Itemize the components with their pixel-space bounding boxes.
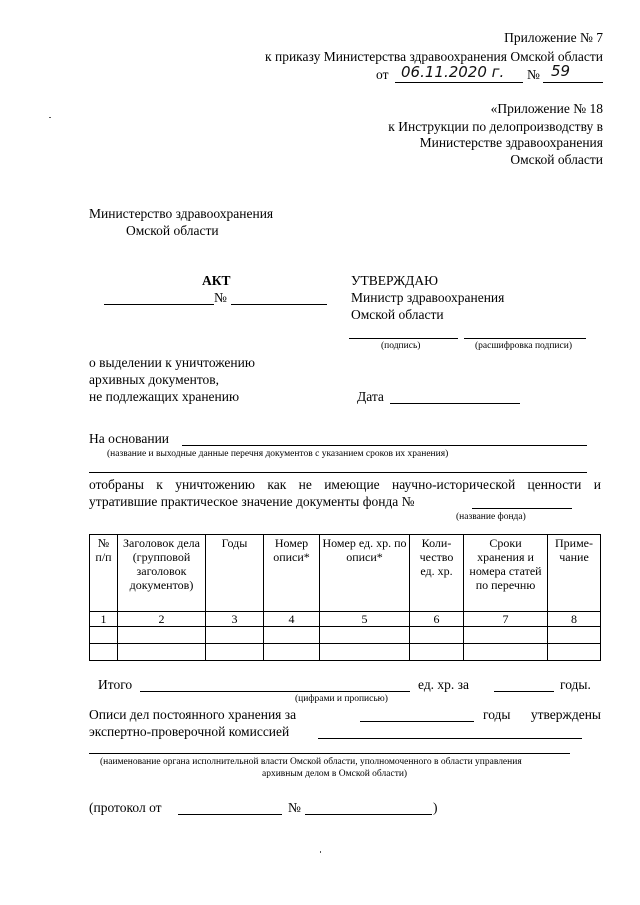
act-subject-line3: не подлежащих хранению [89,389,240,404]
inventory-line1-start: Описи дел постоянного хранения за [89,707,297,722]
table-cell [206,627,264,644]
table-cell [206,644,264,661]
total-caption: (цифрами и прописью) [295,694,388,704]
inventory-years-line [360,721,474,722]
total-years-label: годы. [560,677,591,692]
table-row [90,627,601,644]
act-date-line [104,304,214,305]
approve-region: Омской области [351,307,444,322]
column-number-cell: 3 [206,612,264,627]
column-number-cell: 4 [264,612,320,627]
table-cell [118,644,206,661]
total-line [140,691,410,692]
header-cell: Заголовок дела (групповой заголовок документов) [118,535,206,612]
total-years-line [494,691,554,692]
header-cell: Номер описи* [264,535,320,612]
decoding-line [464,338,586,339]
basis-line [182,445,587,446]
approve-title: УТВЕРЖДАЮ [351,273,439,288]
authority-caption-line1: (наименование органа исполнительной власти Омской области, уполномоченного в области управления [100,757,522,767]
signature-line [349,338,458,339]
basis-caption: (название и выходные данные перечня документов с указанием сроков их хранения) [107,449,449,459]
table-cell [264,627,320,644]
column-number-cell: 5 [320,612,410,627]
approve-position: Министр здравоохранения [351,290,505,305]
header-cell: Приме-чание [548,535,601,612]
table-header-row [90,535,601,612]
scan-speck [49,117,51,118]
appendix18-line2: к Инструкции по делопроизводству в [388,119,603,134]
authority-caption-line2: архивным делом в Омской области) [262,769,408,779]
protocol-date-line [178,814,282,815]
table-cell [464,644,548,661]
appendix7-number-label: № [527,67,540,82]
appendix7-title: Приложение № 7 [504,30,603,45]
ministry-region: Омской области [126,223,219,238]
inventory-line2: экспертно-проверочной комиссией [89,724,290,739]
handwritten-date: 06.11.2020 г. [401,63,505,81]
act-table [89,534,601,661]
header-cell: Коли-чество ед. хр. [410,535,464,612]
number-line [543,82,603,83]
date-label: Дата [357,389,384,404]
table-row [90,644,601,661]
protocol-number-label: № [288,800,301,815]
table-cell [464,627,548,644]
table-cell [118,627,206,644]
basis-text-line2: утратившие практическое значение документы фонда № [89,494,415,509]
table-cell [548,627,601,644]
table-cell [320,644,410,661]
basis-text-line1: отобраны к уничтожению как не имеющие научно-исторической ценности и [89,477,601,492]
table-cell [264,644,320,661]
ministry-name: Министерство здравоохранения [89,206,274,221]
table-cell [90,627,118,644]
appendix18-line4: Омской области [510,152,603,167]
table-cell [90,644,118,661]
inventory-line1-end: годы утверждены [483,707,601,722]
signature-caption: (подпись) [381,341,421,351]
header-cell: № п/п [90,535,118,612]
total-label: Итого [98,677,133,692]
protocol-number-line [305,814,432,815]
protocol-close: ) [433,800,438,815]
header-cell: Сроки хранения и номера статей по перечню [464,535,548,612]
appendix18-line3: Министерстве здравоохранения [419,135,603,150]
header-cell: Годы [206,535,264,612]
header-cell: Номер ед. хр. по описи* [320,535,410,612]
approve-date-line [390,403,520,404]
scan-speck [320,851,321,853]
date-line [395,82,523,83]
table-cell [410,644,464,661]
act-title: АКТ [202,273,231,288]
column-number-cell: 2 [118,612,206,627]
column-number-cell: 8 [548,612,601,627]
basis-label: На основании [89,431,170,446]
column-number-cell: 6 [410,612,464,627]
table-cell [410,627,464,644]
appendix18-title: «Приложение № 18 [490,101,603,116]
fund-number-line [472,508,572,509]
column-number-cell: 1 [90,612,118,627]
appendix7-from-label: от [376,67,389,82]
act-number-label: № [214,290,227,305]
table-cell [320,627,410,644]
basis-line2 [89,472,587,473]
fund-caption: (название фонда) [456,512,526,522]
authority-line [89,753,570,754]
act-number-line [231,304,327,305]
act-subject-line2: архивных документов, [89,372,220,387]
appendix7-order: к приказу Министерства здравоохранения Омской области [265,49,603,64]
column-number-cell: 7 [464,612,548,627]
table-number-row [90,612,601,627]
table-cell [548,644,601,661]
handwritten-number: 59 [551,62,571,80]
protocol-label: (протокол от [89,800,162,815]
act-subject-line1: о выделении к уничтожению [89,355,255,370]
commission-line [318,738,582,739]
total-units-label: ед. хр. за [418,677,470,692]
decoding-caption: (расшифровка подписи) [475,341,572,351]
